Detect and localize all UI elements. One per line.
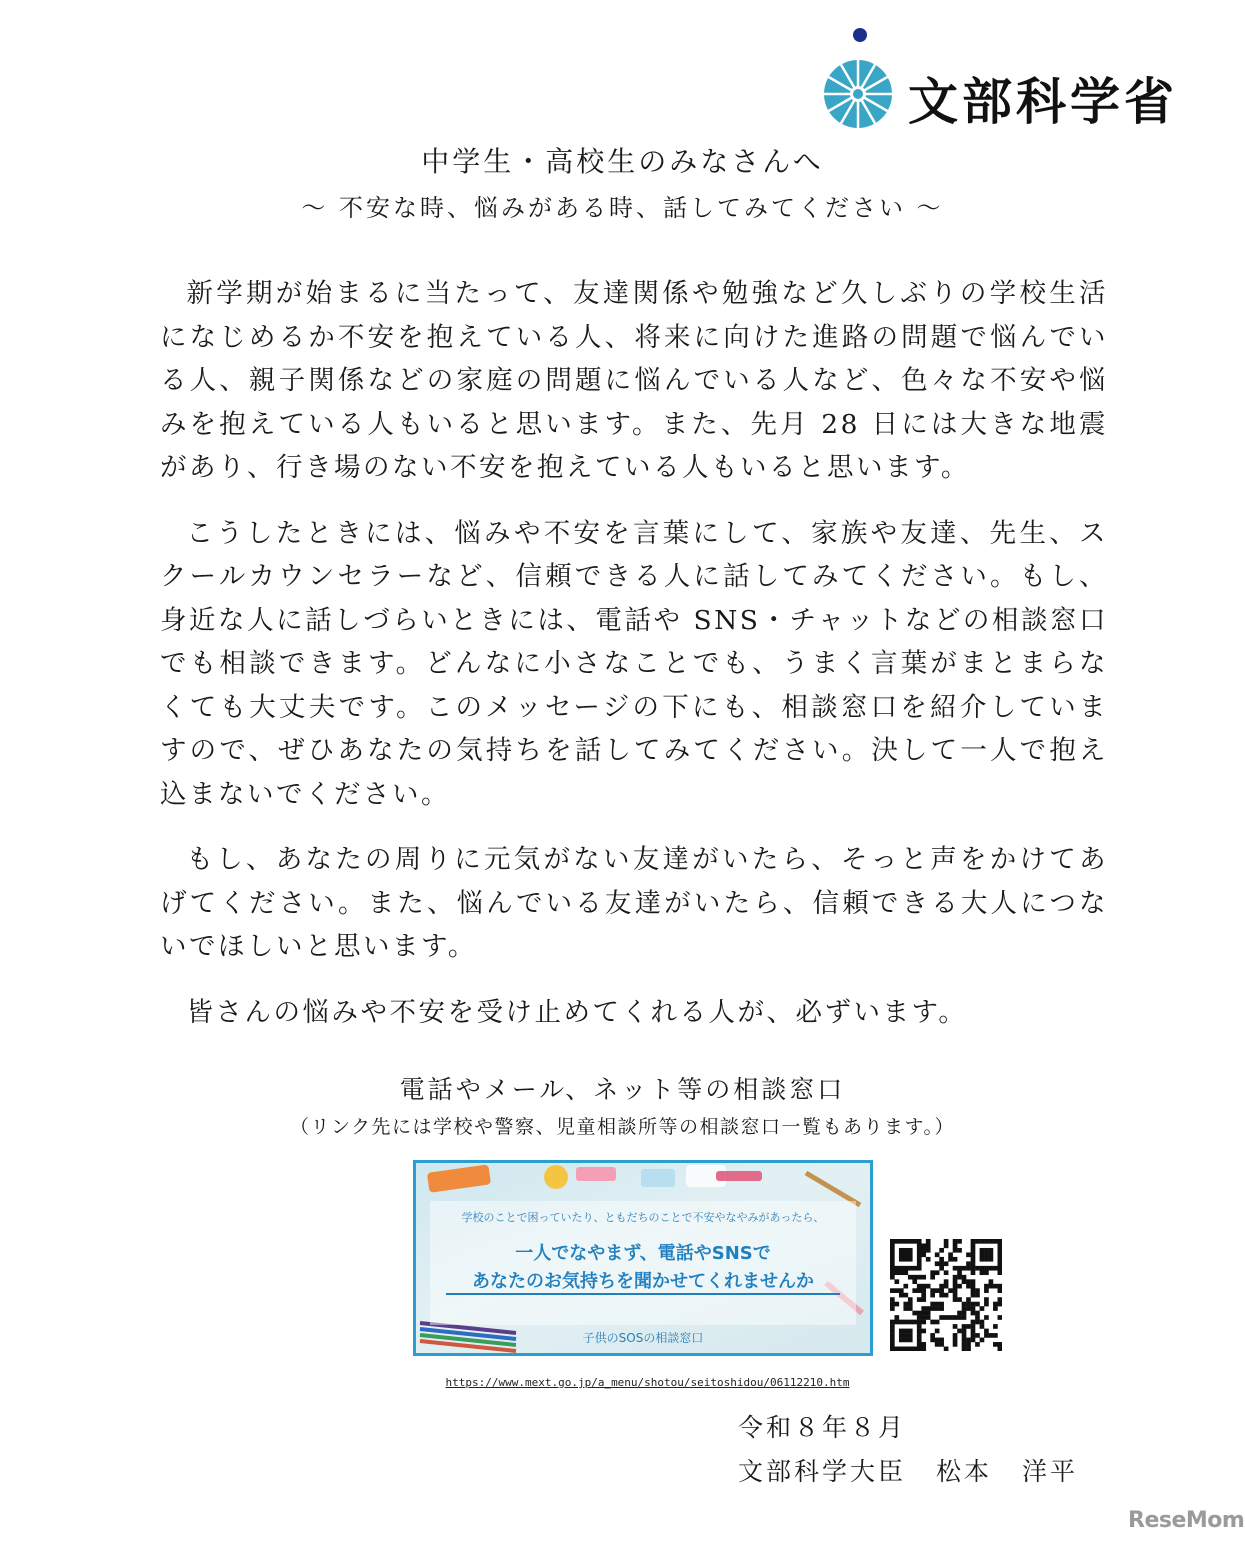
document-subtitle: ～ 不安な時、悩みがある時、話してみてください ～	[301, 194, 944, 222]
ministry-name: 文部科学省	[908, 73, 1178, 131]
document-title: 中学生・高校生のみなさんへ	[421, 145, 824, 178]
qr-code-icon[interactable]	[890, 1239, 1002, 1351]
consultation-url-link[interactable]: https://www.mext.go.jp/a_menu/shotou/seitoshidou/06112210.htm	[445, 1376, 850, 1389]
paragraph: 皆さんの悩みや不安を受け止めてくれる人が、必ずいます。	[186, 996, 968, 1028]
signatory-surname: 松本	[936, 1457, 993, 1486]
paragraph: 新学期が始まるに当たって、友達関係や勉強など久しぶりの学校生活になじめるか不安を抱えている人、将来に向けた進路の問題で悩んでいる人、親子関係などの家庭の問題に悩んでいる人など、色々な不安や悩みを抱えている人もいると思います。また、先月 28 日には大きな地震があり、行き場のない不安を抱えている人もいると思います。	[160, 278, 1108, 483]
contact-heading: 電話やメール、ネット等の相談窓口	[399, 1075, 846, 1104]
banner-underline	[446, 1293, 840, 1295]
banner-footer: 子供のSOSの相談窓口	[582, 1331, 704, 1345]
banner-headline-2: あなたのお気持ちを聞かせてくれませんか	[472, 1271, 814, 1292]
banner-intro: 学校のことで困っていたり、ともだちのことで不安やなやみがあったら、	[461, 1211, 825, 1224]
mext-emblem-icon	[813, 22, 903, 132]
resemom-watermark: ReseMom	[1128, 1508, 1245, 1533]
ministry-logo	[813, 22, 1178, 132]
issue-date: 令和８年８月	[738, 1413, 907, 1442]
paragraph: もし、あなたの周りに元気がない友達がいたら、そっと声をかけてあげてください。また、悩んでいる友達がいたら、信頼できる大人につないでほしいと思います。	[160, 844, 1108, 962]
contact-note: （リンク先には学校や警察、児童相談所等の相談窓口一覧もあります。）	[289, 1116, 956, 1138]
banner-headline: 一人でなやまず、電話やSNSで	[515, 1243, 771, 1264]
message-body	[160, 272, 1108, 1056]
signatory-given-name: 洋平	[1022, 1457, 1079, 1486]
signatory-title: 文部科学大臣	[738, 1457, 907, 1486]
signatory	[738, 1452, 1078, 1488]
paragraph: こうしたときには、悩みや不安を言葉にして、家族や友達、先生、スクールカウンセラーなど、信頼できる人に話してみてください。もし、身近な人に話しづらいときには、電話や SNS・チャットなどの相談窓口でも相談できます。どんなに小さなことでも、うまく言葉がまとまらなくても大丈夫です。このメッセージの下にも、相談窓口を紹介していますので、ぜひあなたの気持ちを話してみてください。決して一人で抱え込まないでください。	[160, 517, 1108, 810]
sos-banner-link[interactable]	[413, 1160, 873, 1356]
